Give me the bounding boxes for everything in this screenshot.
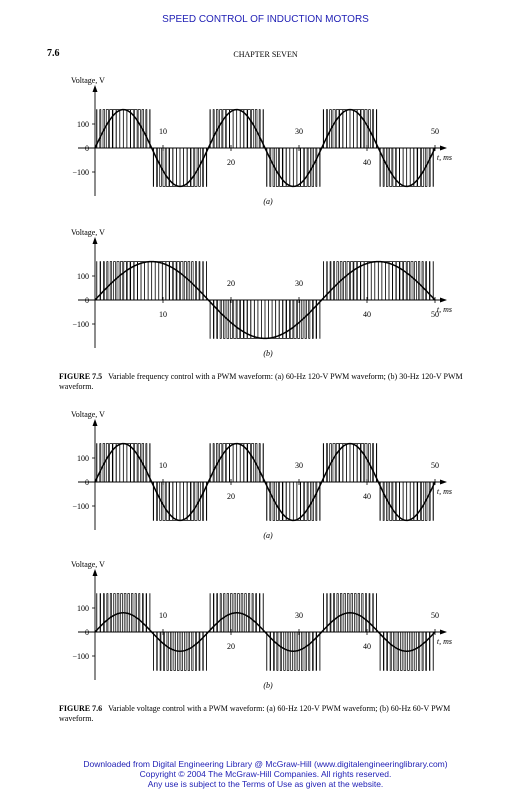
figure-7-6-caption-text: Variable voltage control with a PWM waveform: (a) 60-Hz 120-V PWM waveform; (b) 60-Hz 60-V PWM waveform. xyxy=(59,704,451,723)
x-tick-label: 20 xyxy=(227,492,235,501)
y-tick-label: −100 xyxy=(72,502,89,511)
x-tick-label: 30 xyxy=(295,611,303,620)
y-tick-label: 100 xyxy=(77,454,89,463)
x-axis-label: t, ms xyxy=(436,305,452,314)
x-tick-label: 10 xyxy=(159,461,167,470)
figure-7-6-label: FIGURE 7.6 xyxy=(59,704,103,713)
panel-sublabel: (a) xyxy=(263,197,273,206)
figure-7-5a-plot xyxy=(0,72,531,212)
y-tick-label: 0 xyxy=(85,478,89,487)
x-tick-label: 30 xyxy=(295,279,303,288)
x-tick-label: 50 xyxy=(431,127,439,136)
y-axis-arrow xyxy=(93,419,98,426)
x-tick-label: 20 xyxy=(227,642,235,651)
x-tick-label: 10 xyxy=(159,310,167,319)
x-tick-label: 40 xyxy=(363,310,371,319)
x-axis-label: t, ms xyxy=(436,153,452,162)
x-tick-label: 30 xyxy=(295,127,303,136)
y-tick-label: −100 xyxy=(72,320,89,329)
y-axis-arrow xyxy=(93,85,98,92)
y-tick-label: −100 xyxy=(72,168,89,177)
panel-sublabel: (a) xyxy=(263,531,273,540)
x-axis-label: t, ms xyxy=(436,487,452,496)
y-tick-label: −100 xyxy=(72,652,89,661)
x-axis-label: t, ms xyxy=(436,637,452,646)
y-tick-label: 100 xyxy=(77,272,89,281)
figure-7-6-caption xyxy=(59,704,479,724)
y-axis-label: Voltage, V xyxy=(71,560,105,569)
y-tick-label: 100 xyxy=(77,120,89,129)
x-tick-label: 40 xyxy=(363,158,371,167)
y-tick-label: 0 xyxy=(85,296,89,305)
figure-7-5b-plot xyxy=(0,224,531,364)
page-footer xyxy=(0,759,531,789)
y-axis-arrow xyxy=(93,569,98,576)
x-tick-label: 10 xyxy=(159,127,167,136)
running-header: SPEED CONTROL OF INDUCTION MOTORS xyxy=(162,14,369,25)
x-tick-label: 50 xyxy=(431,611,439,620)
x-tick-label: 40 xyxy=(363,492,371,501)
y-axis-label: Voltage, V xyxy=(71,228,105,237)
panel-sublabel: (b) xyxy=(263,349,273,358)
x-axis-arrow xyxy=(440,298,447,303)
y-axis-arrow xyxy=(93,237,98,244)
x-tick-label: 40 xyxy=(363,642,371,651)
x-tick-label: 50 xyxy=(431,310,439,319)
x-tick-label: 30 xyxy=(295,461,303,470)
x-tick-label: 20 xyxy=(227,279,235,288)
y-axis-label: Voltage, V xyxy=(71,76,105,85)
y-axis-label: Voltage, V xyxy=(71,410,105,419)
footer-download-line: Downloaded from Digital Engineering Library @ McGraw-Hill (www.digitalengineeringlibrary.com) xyxy=(83,759,448,769)
page-number: 7.6 xyxy=(47,48,60,59)
y-tick-label: 100 xyxy=(77,604,89,613)
x-axis-arrow xyxy=(440,146,447,151)
x-tick-label: 20 xyxy=(227,158,235,167)
figure-7-6a-plot xyxy=(0,406,531,546)
footer-terms-line: Any use is subject to the Terms of Use as given at the website. xyxy=(147,779,384,789)
chapter-heading: CHAPTER SEVEN xyxy=(233,50,298,59)
x-tick-label: 10 xyxy=(159,611,167,620)
y-tick-label: 0 xyxy=(85,144,89,153)
x-axis-arrow xyxy=(440,630,447,635)
y-tick-label: 0 xyxy=(85,628,89,637)
figure-7-5-label: FIGURE 7.5 xyxy=(59,372,103,381)
footer-copyright-line: Copyright © 2004 The McGraw-Hill Companies. All rights reserved. xyxy=(139,769,392,779)
figure-7-5-caption-text: Variable frequency control with a PWM waveform: (a) 60-Hz 120-V PWM waveform; (b) 30-Hz 120-V PWM waveform. xyxy=(59,372,463,391)
x-tick-label: 50 xyxy=(431,461,439,470)
panel-sublabel: (b) xyxy=(263,681,273,690)
figure-7-6b-plot xyxy=(0,556,531,696)
figure-7-5-caption xyxy=(59,372,479,392)
x-axis-arrow xyxy=(440,480,447,485)
